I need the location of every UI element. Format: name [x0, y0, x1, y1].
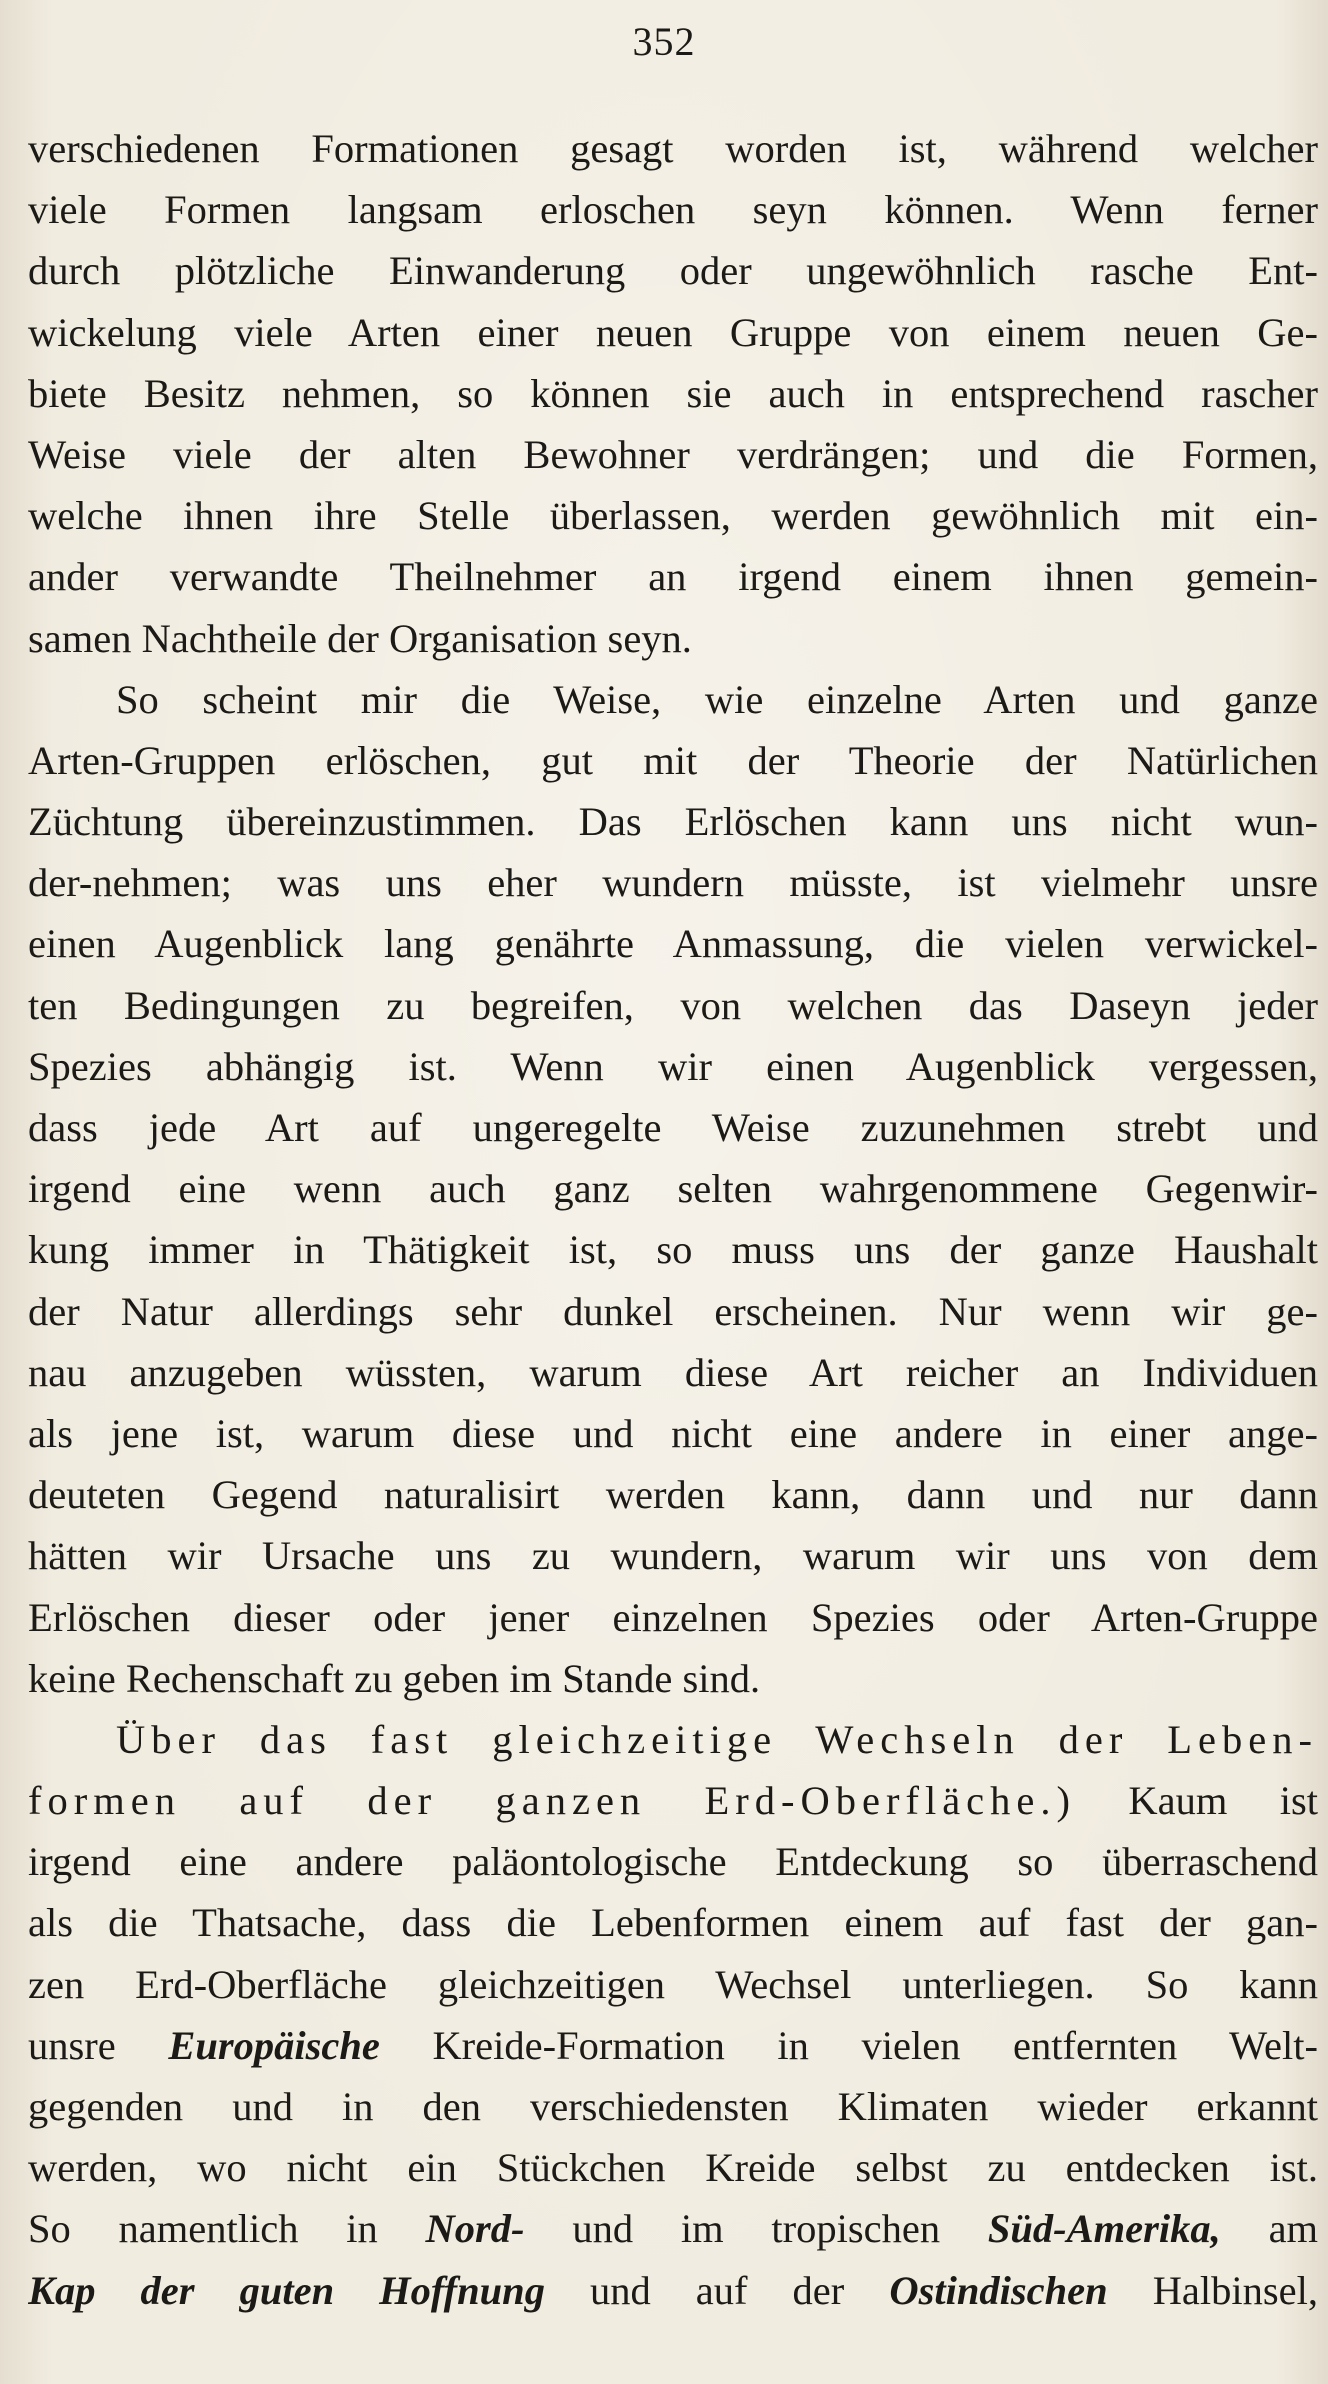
- text-line: Arten-Gruppen erlöschen, gut mit der Theorie der Natürlichen: [28, 737, 1318, 783]
- italic-term: Nord-: [425, 2206, 525, 2252]
- text-line: [28, 2260, 1318, 2321]
- italic-term: Kap der guten Hoffnung: [28, 2267, 545, 2313]
- text-line: werden, wo nicht ein Stückchen Kreide selbst zu entdecken ist.: [28, 2145, 1318, 2191]
- text-line: hätten wir Ursache uns zu wundern, warum wir uns von dem: [28, 1533, 1318, 1579]
- italic-term: Europäische: [168, 2022, 380, 2068]
- text-line: So scheint mir die Weise, wie einzelne Arten und ganze: [116, 676, 1318, 722]
- text-line: keine Rechenschaft zu geben im Stande sind.: [28, 1655, 761, 1701]
- text-line: [28, 2015, 1318, 2076]
- text-line: zen Erd-Oberfläche gleichzeitigen Wechsel unterliegen. So kann: [28, 1961, 1318, 2007]
- text-line: kung immer in Thätigkeit ist, so muss uns der ganze Haushalt: [28, 1227, 1318, 1273]
- text-line: als die Thatsache, dass die Lebenformen einem auf fast der gan-: [28, 1900, 1318, 1946]
- text-line: ten Bedingungen zu begreifen, von welchen das Daseyn jeder: [28, 982, 1318, 1028]
- text-line: gegenden und in den verschiedensten Klimaten wieder erkannt: [28, 2084, 1318, 2129]
- text-line: wickelung viele Arten einer neuen Gruppe von einem neuen Ge-: [28, 309, 1318, 355]
- text-fragment: und auf der: [590, 2267, 845, 2313]
- page-number: 352: [632, 19, 696, 64]
- body-text: [28, 118, 1318, 2321]
- text-line: einen Augenblick lang genährte Anmassung, die vielen verwickel-: [28, 921, 1318, 967]
- text-line: als jene ist, warum diese und nicht eine andere in einer ange-: [28, 1410, 1318, 1456]
- text-line: irgend eine wenn auch ganz selten wahrgenommene Gegenwir-: [28, 1166, 1318, 1212]
- text-line: verschiedenen Formationen gesagt worden ist, während welcher: [28, 126, 1318, 171]
- text-line: der-nehmen; was uns eher wundern müsste, ist vielmehr unsre: [28, 860, 1318, 906]
- text-line: der Natur allerdings sehr dunkel erscheinen. Nur wenn wir ge-: [28, 1288, 1318, 1334]
- text-line: welche ihnen ihre Stelle überlassen, werden gewöhnlich mit ein-: [28, 493, 1318, 539]
- text-fragment: am: [1268, 2206, 1318, 2252]
- italic-term: Süd-Amerika,: [987, 2206, 1221, 2252]
- section-heading-line: [28, 1770, 1318, 1831]
- text-line: Erlöschen dieser oder jener einzelnen Spezies oder Arten-Gruppe: [28, 1594, 1318, 1640]
- text-line: nau anzugeben wüssten, warum diese Art reicher an Individuen: [28, 1349, 1318, 1395]
- section-heading-text: formen auf der ganzen Erd-Oberfläche.): [28, 1778, 1076, 1824]
- text-line: Züchtung übereinzustimmen. Das Erlöschen kann uns nicht wun-: [28, 799, 1318, 845]
- text-line: deuteten Gegend naturalisirt werden kann, dann und nur dann: [28, 1472, 1318, 1518]
- text-line: viele Formen langsam erloschen seyn können. Wenn ferner: [28, 187, 1318, 233]
- italic-term: Ostindischen: [889, 2267, 1108, 2313]
- text-fragment: Kreide-Formation in vielen entfernten Welt-: [432, 2022, 1318, 2068]
- text-line: durch plötzliche Einwanderung oder ungewöhnlich rasche Ent-: [28, 248, 1318, 294]
- text-line: ander verwandte Theilnehmer an irgend einem ihnen gemein-: [28, 554, 1318, 600]
- text-line: irgend eine andere paläontologische Entdeckung so überraschend: [28, 1839, 1318, 1885]
- text-line: biete Besitz nehmen, so können sie auch in entsprechend rascher: [28, 370, 1318, 416]
- section-heading-line: [28, 1709, 1318, 1770]
- text-line: Spezies abhängig ist. Wenn wir einen Augenblick vergessen,: [28, 1043, 1318, 1089]
- text-line: Weise viele der alten Bewohner verdrängen; und die Formen,: [28, 431, 1318, 477]
- text-line: dass jede Art auf ungeregelte Weise zuzunehmen strebt und: [28, 1105, 1318, 1150]
- text-fragment: und im tropischen: [572, 2206, 941, 2252]
- text-line: [28, 2198, 1318, 2259]
- text-fragment: So namentlich in: [28, 2206, 378, 2252]
- text-line: samen Nachtheile der Organisation seyn.: [28, 615, 692, 661]
- text-fragment: Halbinsel,: [1152, 2267, 1318, 2313]
- text-fragment: unsre: [28, 2022, 116, 2068]
- section-heading-text: Über das fast gleichzeitige Wechseln der Leben-: [116, 1716, 1318, 1762]
- text-fragment: Kaum ist: [1128, 1778, 1318, 1824]
